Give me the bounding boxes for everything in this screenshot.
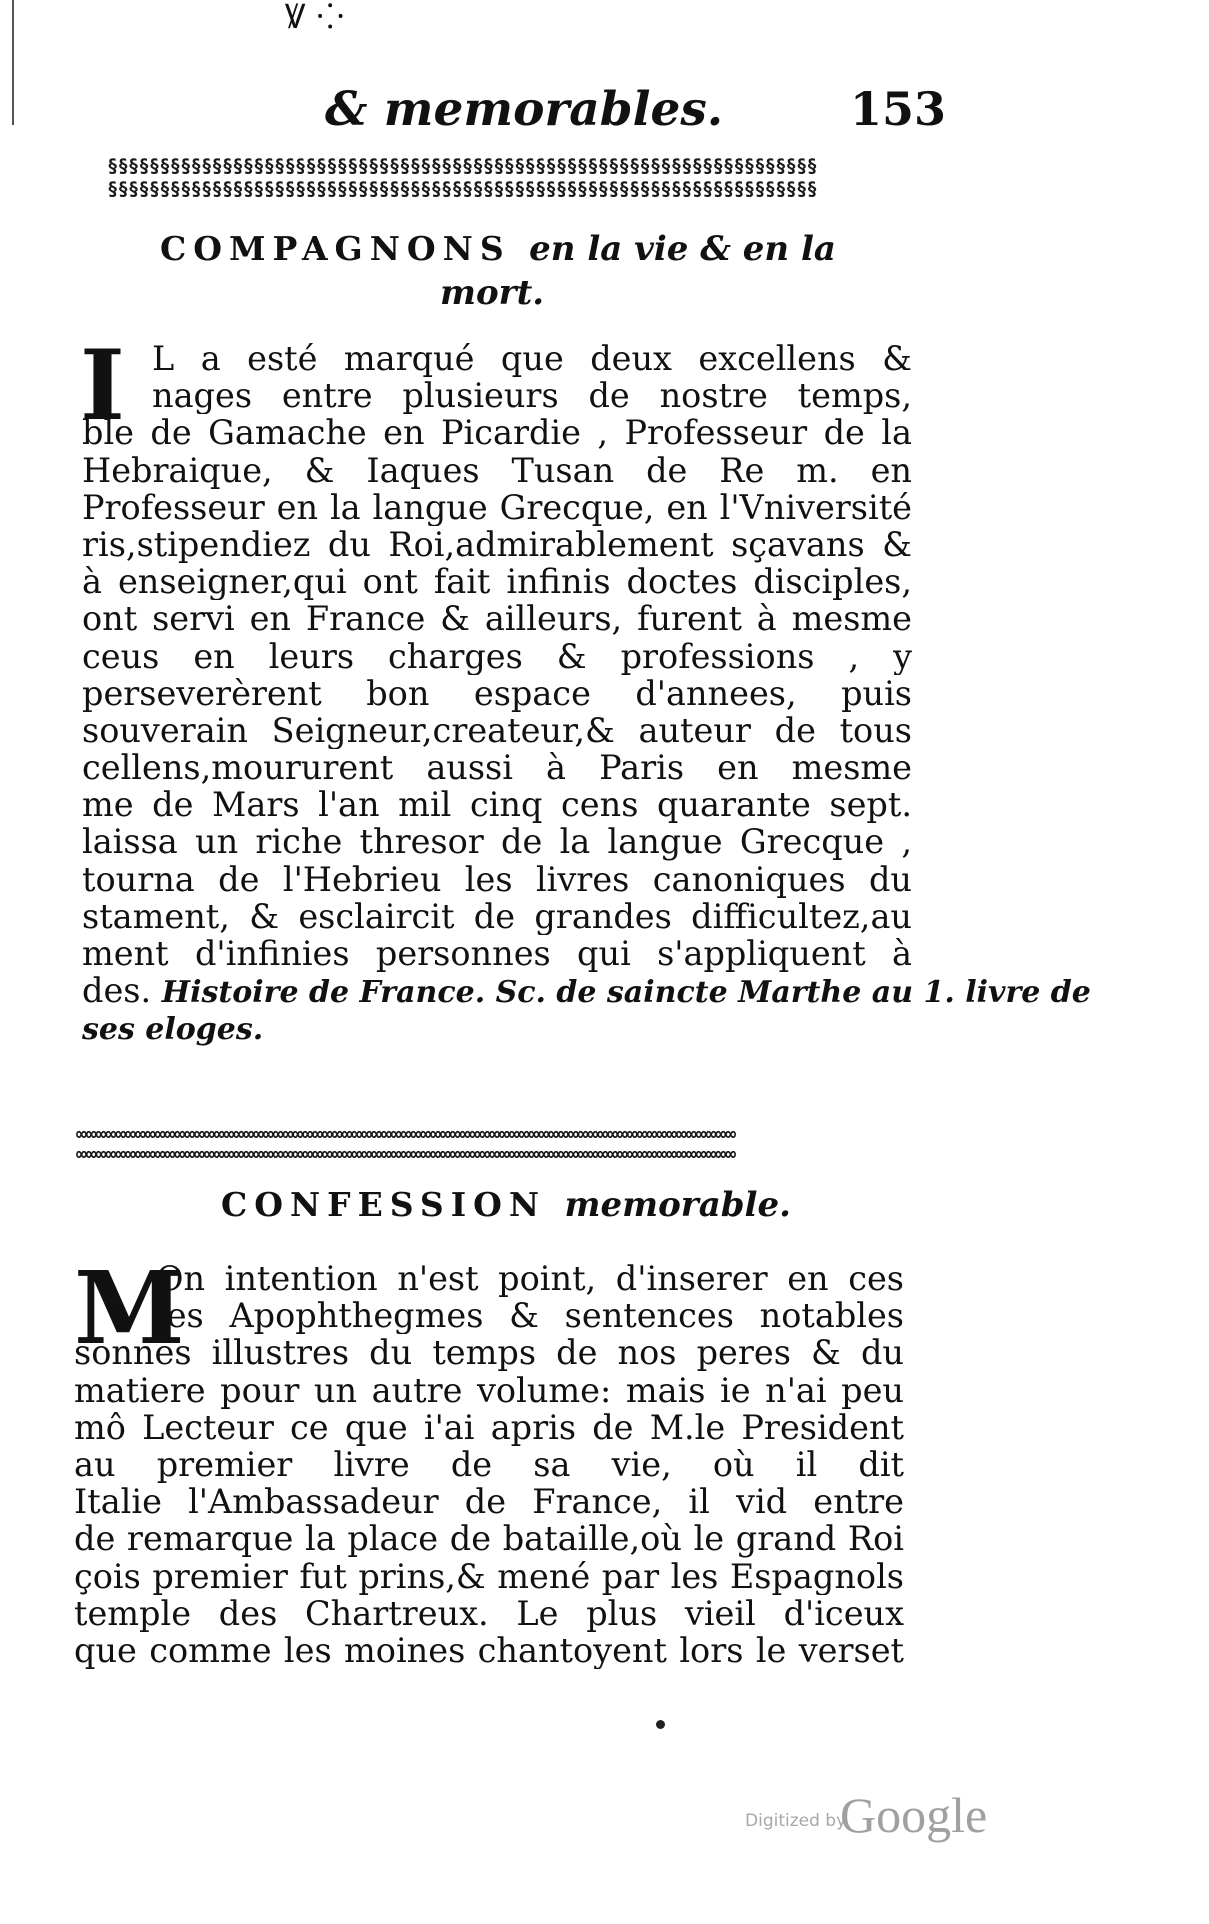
text-line: sonnes illustres du temps de nos peres & du — [74, 1334, 904, 1372]
text-line: perseverèrent bon espace d'annees, puis — [82, 674, 912, 712]
text-line: au premier livre de sa vie, où il dit — [74, 1445, 904, 1484]
text-line: matiere pour un autre volume: mais ie n'ai peu — [74, 1371, 904, 1409]
text-line: de remarque la place de bataille,où le grand Roi — [74, 1520, 904, 1558]
text-line: laissa un riche thresor de la langue Grecque , — [82, 823, 912, 861]
text-line: çois premier fut prins,& mené par les Espagnols — [74, 1557, 904, 1595]
heading-caps: CONFESSION — [221, 1185, 547, 1224]
running-head: & memorables. — [325, 82, 724, 137]
text-line: souverain Seigneur,createur,& auteur de tous — [82, 711, 912, 750]
text-line: On intention n'est point, d'inserer en ces — [156, 1260, 904, 1298]
heading-italic: memorable. — [564, 1185, 791, 1225]
text-line: ris,stipendiez du Roi,admirablement sçavans & — [82, 525, 912, 564]
citation-cont: ses eloges. — [82, 1012, 264, 1048]
margin-rule — [12, 0, 14, 125]
text-line: stament, & esclaircit de grandes difficultez,au — [82, 897, 912, 935]
heading-italic: en la vie & en la — [529, 229, 836, 269]
ornament-row: §§§§§§§§§§§§§§§§§§§§§§§§§§§§§§§§§§§§§§§§§§§§§§§§§§§§§§§§§§§§§§§§§§§§ — [107, 178, 817, 200]
text-line: tourna de l'Hebrieu les livres canoniques du — [82, 860, 912, 898]
section-heading-confession — [221, 1183, 921, 1227]
digitized-by-label: Digitized by — [745, 1811, 847, 1831]
drop-cap-i: I — [80, 329, 125, 442]
heading-caps: COMPAGNONS — [160, 229, 511, 268]
text-line: Italie l'Ambassadeur de France, il vid entre — [74, 1483, 904, 1521]
citation: Histoire de France. Sc. de saincte Marthe au 1. livre de — [161, 975, 1091, 1011]
text-line: ceus en leurs charges & professions , y — [82, 637, 912, 675]
text-line: Professeur en la langue Grecque, en l'Vniversité — [82, 488, 912, 526]
text-line: nages entre plusieurs de nostre temps, — [152, 377, 912, 415]
top-flourish: Ꝟ ⁘ — [285, 0, 345, 37]
text-line: cellens,moururent aussi à Paris en mesme — [82, 749, 912, 787]
section-heading-continuation — [440, 271, 544, 315]
text-line-with-citation — [82, 971, 1091, 1011]
page-number: 153 — [850, 82, 947, 136]
ornament-row: ∞∞∞∞∞∞∞∞∞∞∞∞∞∞∞∞∞∞∞∞∞∞∞∞∞∞∞∞∞∞∞∞∞∞∞∞∞∞∞∞∞∞∞∞∞∞∞∞∞∞∞∞∞∞∞∞∞∞∞∞∞∞∞∞∞∞∞ — [76, 1144, 736, 1165]
text-line: temple des Chartreux. Le plus vieil d'iceux — [74, 1594, 904, 1632]
text-line: ment d'infinies personnes qui s'appliquent à — [82, 935, 912, 973]
ornament-band-mid — [76, 1125, 884, 1165]
text-line: à enseigner,qui ont fait infinis doctes disciples, — [82, 563, 912, 601]
drop-cap-m: M — [74, 1249, 185, 1367]
paragraph-confession — [74, 1249, 904, 1670]
google-logo: Google — [840, 1787, 988, 1843]
signature-mark — [656, 1720, 665, 1729]
text-line: ble de Gamache en Picardie , Professeur de la — [82, 414, 912, 452]
text-line: ont servi en France & ailleurs, furent à mesme — [82, 600, 912, 638]
text-line: les Apophthegmes & sentences notables — [156, 1297, 904, 1335]
text-fragment: des. — [82, 971, 152, 1011]
text-line: L a esté marqué que deux excellens & — [152, 340, 912, 378]
ornament-band-top — [107, 155, 874, 201]
citation-line — [82, 1009, 912, 1046]
heading-italic-cont: mort. — [440, 273, 545, 313]
text-line: que comme les moines chantoyent lors le verset — [74, 1631, 904, 1670]
text-line: me de Mars l'an mil cinq cens quarante sept. — [82, 786, 912, 824]
paragraph-compagnons — [80, 329, 1091, 1048]
text-line: Hebraique, & Iaques Tusan de Re m. en — [82, 451, 912, 489]
ornament-row: ∞∞∞∞∞∞∞∞∞∞∞∞∞∞∞∞∞∞∞∞∞∞∞∞∞∞∞∞∞∞∞∞∞∞∞∞∞∞∞∞∞∞∞∞∞∞∞∞∞∞∞∞∞∞∞∞∞∞∞∞∞∞∞∞∞∞∞ — [76, 1125, 736, 1145]
text-line: mô Lecteur ce que i'ai apris de M.le President — [74, 1408, 904, 1446]
section-heading-compagnons — [160, 227, 880, 271]
ornament-row: §§§§§§§§§§§§§§§§§§§§§§§§§§§§§§§§§§§§§§§§§§§§§§§§§§§§§§§§§§§§§§§§§§§§ — [107, 155, 817, 177]
